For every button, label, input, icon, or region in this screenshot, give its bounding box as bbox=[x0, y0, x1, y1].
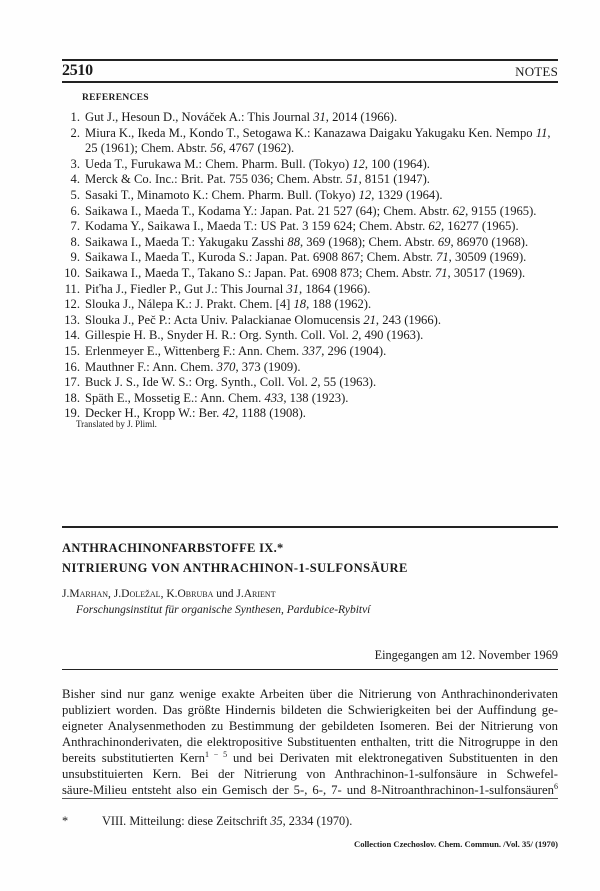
reference-continuation bbox=[85, 141, 562, 157]
reference-volume: 69 bbox=[437, 234, 451, 249]
reference-item bbox=[62, 360, 562, 376]
reference-number: 4. bbox=[70, 172, 80, 187]
reference-volume: 18 bbox=[293, 297, 307, 312]
reference-number: 12. bbox=[64, 297, 80, 312]
reference-volume: 12 bbox=[358, 187, 372, 202]
page-number: 2510 bbox=[62, 62, 93, 79]
reference-number: 1. bbox=[70, 110, 80, 124]
reference-volume: 2 bbox=[351, 328, 359, 343]
reference-text: , 100 (1964). bbox=[364, 156, 430, 171]
reference-text: , 55 (1963). bbox=[317, 375, 377, 390]
reference-text: Merck & Co. Inc.: Brit. Pat. 755 036; Chem. Abstr. bbox=[85, 172, 346, 187]
reference-text: , 296 (1904). bbox=[321, 343, 387, 358]
reference-volume: 62 bbox=[452, 203, 466, 218]
reference-text: , 369 (1968); Chem. Abstr. bbox=[300, 234, 438, 249]
reference-text: , 490 (1963). bbox=[358, 328, 424, 343]
reference-number: 16. bbox=[64, 359, 80, 374]
reference-number: 2. bbox=[70, 125, 80, 140]
footnote-volume: 35 bbox=[270, 814, 283, 828]
reference-item bbox=[62, 172, 562, 188]
author-separator: , bbox=[160, 588, 167, 600]
reference-volume: 31 bbox=[286, 281, 300, 296]
reference-item bbox=[62, 297, 562, 313]
reference-text: Späth E., Mossetig E.: Ann. Chem. bbox=[85, 390, 265, 405]
article-title-series: ANTHRACHINONFARBSTOFFE IX.* bbox=[62, 541, 284, 555]
footnote-text: VIII. Mitteilung: diese Zeitschrift bbox=[102, 814, 271, 828]
reference-item bbox=[62, 266, 562, 282]
reference-text: , 9155 (1965). bbox=[465, 203, 537, 218]
reference-number: 17. bbox=[64, 375, 80, 390]
reference-volume: 433 bbox=[264, 390, 284, 405]
article-title: NITRIERUNG VON ANTHRACHINON-1-SULFONSÄURE bbox=[62, 561, 408, 575]
reference-text: Miura K., Ikeda M., Kondo T., Setogawa K.: Kanazawa Daigaku Yakugaku Ken. Nempo bbox=[85, 125, 536, 140]
reference-text: Piťha J., Fiedler P., Gut J.: This Journal bbox=[85, 281, 287, 296]
reference-item bbox=[62, 126, 562, 157]
footnote-marker: * bbox=[62, 814, 69, 828]
reference-item bbox=[62, 344, 562, 360]
reference-text: , 243 (1966). bbox=[375, 312, 441, 327]
header-bottom-rule bbox=[62, 81, 558, 83]
reference-volume: 31 bbox=[313, 110, 326, 124]
reference-text: Saikawa I., Maeda T., Takano S.: Japan. Pat. 6908 873; Chem. Abstr. bbox=[85, 265, 435, 280]
reference-text: , 4767 (1962). bbox=[222, 141, 295, 156]
author-separator: , bbox=[108, 588, 114, 600]
reference-number: 19. bbox=[64, 406, 80, 421]
reference-number: 10. bbox=[64, 265, 80, 280]
body-text-segment: säure-Milieu entsteht also ein Gemisch der 5-, 6-, 7- und 8-Nitroanthrachinon-1-sulfonsäuren bbox=[62, 783, 554, 797]
header-top-rule bbox=[62, 59, 558, 61]
author-separator: und bbox=[213, 588, 237, 600]
translator-credit: Translated by J. Pliml. bbox=[76, 419, 157, 429]
section-label: NOTES bbox=[515, 64, 558, 79]
reference-number: 8. bbox=[70, 234, 80, 249]
reference-number: 3. bbox=[70, 156, 80, 171]
references-heading: REFERENCES bbox=[82, 93, 149, 103]
reference-volume: 12 bbox=[352, 156, 365, 171]
reference-number: 11. bbox=[64, 281, 80, 296]
body-text-segment: und bei Derivaten mit elektronegativen Substituenten in den bbox=[227, 751, 558, 765]
reference-item bbox=[62, 204, 562, 220]
references-list bbox=[62, 110, 562, 422]
reference-item bbox=[62, 235, 562, 251]
author-initial: J. bbox=[236, 588, 244, 600]
reference-text: , 138 (1923). bbox=[283, 390, 349, 405]
reference-text: Mauthner F.: Ann. Chem. bbox=[85, 359, 217, 374]
reference-text: Sasaki T., Minamoto K.: Chem. Pharm. Bull. (Tokyo) bbox=[85, 187, 359, 202]
reference-item bbox=[62, 157, 562, 173]
reference-number: 13. bbox=[64, 312, 80, 327]
reference-text: , 30509 (1969). bbox=[448, 250, 527, 265]
reference-item bbox=[62, 313, 562, 329]
author-name: Arient bbox=[243, 588, 276, 600]
reference-text: 25 (1961); Chem. Abstr. bbox=[85, 141, 211, 156]
reference-item bbox=[62, 328, 562, 344]
reference-text: , 1864 (1966). bbox=[299, 281, 371, 296]
footnote bbox=[62, 814, 352, 829]
reference-text: , 30517 (1969). bbox=[447, 265, 526, 280]
body-line: Bisher sind nur ganz wenige exakte Arbeiten über die Nitrierung von Anthrachinonderivaten bbox=[62, 687, 558, 701]
reference-item bbox=[62, 110, 562, 126]
reference-volume: 42 bbox=[222, 406, 236, 421]
reference-number: 18. bbox=[64, 390, 80, 405]
citation-superscript: 6 bbox=[554, 782, 558, 791]
reference-text: Ueda T., Furukawa M.: Chem. Pharm. Bull. (Tokyo) bbox=[85, 156, 353, 171]
reference-number: 9. bbox=[70, 250, 80, 265]
reference-text: Saikawa I., Maeda T., Kuroda S.: Japan. Pat. 6908 867; Chem. Abstr. bbox=[85, 250, 437, 265]
reference-number: 15. bbox=[64, 343, 80, 358]
reference-item bbox=[62, 188, 562, 204]
reference-item bbox=[62, 282, 562, 298]
reference-text: , 1188 (1908). bbox=[235, 406, 306, 421]
citation-superscript: 1 − 5 bbox=[204, 750, 228, 759]
article-body bbox=[62, 686, 558, 798]
reference-volume: 370 bbox=[216, 359, 236, 374]
footnote-rule bbox=[62, 798, 558, 799]
reference-volume: 51 bbox=[345, 172, 359, 187]
reference-item bbox=[62, 391, 562, 407]
reference-text: Buck J. S., Ide W. S.: Org. Synth., Coll. Vol. bbox=[85, 375, 312, 390]
body-line: Anthrachinonderivaten, die elektropositive Substituenten enthalten, tritt die Nitrogruppe in den bbox=[62, 735, 558, 749]
author-name: Marhan bbox=[69, 588, 109, 600]
reference-volume: 11 bbox=[535, 125, 548, 140]
reference-text: , 16277 (1965). bbox=[440, 219, 519, 234]
reference-volume: 337 bbox=[302, 343, 322, 358]
reference-text: , 8151 (1947). bbox=[358, 172, 430, 187]
body-line bbox=[62, 782, 558, 798]
body-text-segment: bereits substitutierten Kern bbox=[62, 751, 205, 765]
article-authors bbox=[62, 588, 276, 600]
reference-text: Gut J., Hesoun D., Nováček A.: This Journal bbox=[85, 110, 314, 124]
received-rule bbox=[62, 669, 558, 670]
reference-number: 14. bbox=[64, 328, 80, 343]
reference-text: Kodama Y., Saikawa I., Maeda T.: US Pat. 3 159 624; Chem. Abstr. bbox=[85, 219, 429, 234]
footnote-text-end: , 2334 (1970). bbox=[282, 814, 353, 828]
journal-footer: Collection Czechoslov. Chem. Commun. /Vol. 35/ (1970) bbox=[353, 839, 558, 849]
reference-text: , 188 (1962). bbox=[306, 297, 372, 312]
body-line: eigneter Analysenmethoden zu Bestimmung der gebildeten Isomeren. Bei der Nitrierung von bbox=[62, 719, 558, 733]
reference-text: Erlenmeyer E., Wittenberg F.: Ann. Chem. bbox=[85, 343, 303, 358]
reference-volume: 56 bbox=[210, 141, 223, 156]
author-institute: Forschungsinstitut für organische Synthesen, Pardubice-Rybitví bbox=[76, 604, 371, 616]
author-name: Obruba bbox=[177, 588, 214, 600]
reference-number: 7. bbox=[70, 219, 80, 234]
author-initial: J. bbox=[62, 588, 70, 600]
reference-text: Decker H., Kropp W.: Ber. bbox=[85, 406, 223, 421]
reference-text: , 2014 (1966). bbox=[325, 110, 398, 124]
reference-item bbox=[62, 219, 562, 235]
author-name: Doležal bbox=[121, 588, 161, 600]
reference-text: , 1329 (1964). bbox=[371, 187, 443, 202]
reference-volume: 21 bbox=[363, 312, 376, 327]
body-line: publiziert worden. Das größte Hindernis bildeten die Schwierigkeiten bei der Auffindung ge- bbox=[62, 703, 558, 717]
reference-volume: 62 bbox=[428, 219, 441, 234]
reference-text: , 373 (1909). bbox=[235, 359, 301, 374]
reference-number: 5. bbox=[70, 187, 80, 202]
reference-text: Slouka J., Nálepa K.: J. Prakt. Chem. [4] bbox=[85, 297, 294, 312]
reference-item bbox=[62, 375, 562, 391]
reference-volume: 2 bbox=[311, 375, 318, 390]
reference-volume: 71 bbox=[436, 250, 449, 265]
reference-text: Slouka J., Peč P.: Acta Univ. Palackianae Olomucensis bbox=[85, 312, 364, 327]
reference-item bbox=[62, 250, 562, 266]
reference-volume: 71 bbox=[434, 265, 448, 280]
author-initial: K. bbox=[166, 588, 178, 600]
received-date: Eingegangen am 12. November 1969 bbox=[374, 648, 558, 662]
reference-text: Gillespie H. B., Snyder H. R.: Org. Synth. Coll. Vol. bbox=[85, 328, 352, 343]
reference-volume: 88 bbox=[287, 234, 300, 249]
article-separator-rule bbox=[62, 526, 558, 528]
reference-number: 6. bbox=[70, 203, 80, 218]
body-line bbox=[62, 750, 558, 766]
body-line: unsubstituierten Kern. Bei der Nitrierung von Anthrachinon-1-sulfonsäure in Schwefel- bbox=[62, 767, 558, 781]
reference-text: , bbox=[547, 125, 551, 140]
reference-text: , 86970 (1968). bbox=[450, 234, 529, 249]
author-initial: J. bbox=[113, 588, 122, 600]
reference-text: Saikawa I., Maeda T., Kodama Y.: Japan. Pat. 21 527 (64); Chem. Abstr. bbox=[85, 203, 453, 218]
reference-text: Saikawa I., Maeda T.: Yakugaku Zasshi bbox=[85, 234, 288, 249]
